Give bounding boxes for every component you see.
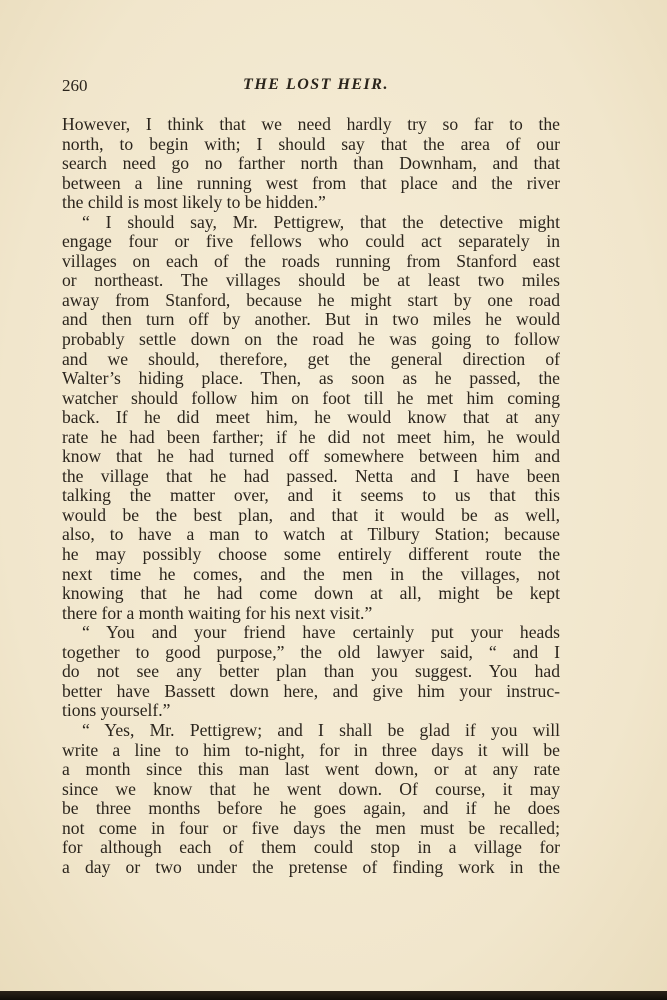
- text-line: engage four or five fellows who could act separately in: [62, 232, 560, 252]
- text-line: “ I should say, Mr. Pettigrew, that the detective might: [82, 212, 560, 232]
- text-line: the child is most likely to be hidden.”: [62, 193, 326, 213]
- text-line: and we should, therefore, get the general direction of: [62, 349, 560, 369]
- text-line: and then turn off by another. But in two miles he would: [62, 310, 560, 330]
- text-line: “ You and your friend have certainly put your heads: [82, 623, 560, 643]
- text-line: north, to begin with; I should say that the area of our: [62, 134, 560, 154]
- text-line: next time he comes, and the men in the villages, not: [62, 564, 560, 584]
- text-line: know that he had turned off somewhere between him and: [62, 447, 560, 467]
- running-title: THE LOST HEIR.: [243, 76, 389, 93]
- text-line: since we know that he went down. Of course, it may: [62, 779, 560, 799]
- text-line: a day or two under the pretense of finding work in the: [62, 857, 560, 877]
- text-line: search need go no farther north than Downham, and that: [62, 154, 560, 174]
- text-line: However, I think that we need hardly try so far to the: [62, 115, 560, 134]
- text-line: do not see any better plan than you suggest. You had: [62, 662, 560, 682]
- text-line: be three months before he goes again, and if he does: [62, 799, 560, 819]
- text-line: villages on each of the roads running from Stanford east: [62, 251, 560, 271]
- text-line: there for a month waiting for his next visit.”: [62, 603, 373, 623]
- text-line: “ Yes, Mr. Pettigrew; and I shall be glad if you will: [82, 720, 560, 740]
- text-line: a month since this man last went down, or at any rate: [62, 760, 560, 780]
- text-line: together to good purpose,” the old lawyer said, “ and I: [62, 642, 560, 662]
- text-line: away from Stanford, because he might start by one road: [62, 290, 560, 310]
- text-line: not come in four or five days the men must be recalled;: [62, 818, 560, 838]
- page-bottom-edge: [0, 991, 667, 1000]
- text-line: probably settle down on the road he was going to follow: [62, 330, 560, 350]
- text-line: for although each of them could stop in a village for: [62, 838, 560, 858]
- text-line: also, to have a man to watch at Tilbury Station; because: [62, 525, 560, 545]
- text-line: the village that he had passed. Netta and I have been: [62, 466, 560, 486]
- text-line: or northeast. The villages should be at least two miles: [62, 271, 560, 291]
- text-line: watcher should follow him on foot till he met him coming: [62, 388, 560, 408]
- running-head: [62, 76, 560, 100]
- page-number: 260: [62, 76, 88, 95]
- body-text: [62, 115, 560, 877]
- text-line: rate he had been farther; if he did not meet him, he would: [62, 427, 560, 447]
- text-line: talking the matter over, and it seems to us that this: [62, 486, 560, 506]
- text-line: better have Bassett down here, and give him your instruc-: [62, 681, 560, 701]
- text-line: would be the best plan, and that it would be as well,: [62, 505, 560, 525]
- text-line: back. If he did meet him, he would know that at any: [62, 408, 560, 428]
- text-line: knowing that he had come down at all, might be kept: [62, 584, 560, 604]
- text-line: write a line to him to-night, for in three days it will be: [62, 740, 560, 760]
- text-line: Walter’s hiding place. Then, as soon as he passed, the: [62, 369, 560, 389]
- text-line: between a line running west from that place and the river: [62, 173, 560, 193]
- text-line: tions yourself.”: [62, 701, 171, 721]
- text-line: he may possibly choose some entirely different route the: [62, 545, 560, 565]
